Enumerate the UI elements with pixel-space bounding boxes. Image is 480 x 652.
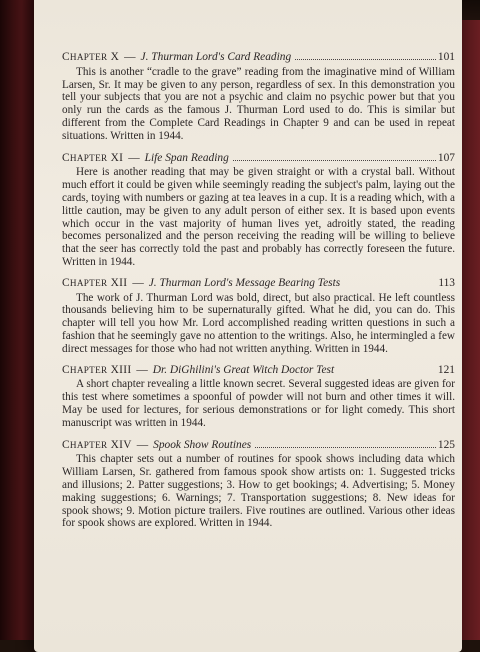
chapter-heading <box>62 50 455 64</box>
chapter-label: CHAPTER XIV <box>62 438 132 451</box>
chapter-title: J. Thurman Lord's Card Reading <box>140 51 292 63</box>
chapter-description: A short chapter revealing a little known secret. Several suggested ideas are given for this test where sometimes a spoonful of powder will not burn and other times it will. May be used for lectures, for serious demonstrations or for light comedy. This short manuscript was written in 1944. <box>62 378 455 429</box>
dot-leader <box>233 151 436 161</box>
chapter-heading <box>62 438 455 452</box>
toc-entry-chapter-10 <box>62 50 455 143</box>
toc-entry-chapter-11 <box>62 151 455 269</box>
dash-separator: — <box>136 438 149 451</box>
chapter-description: This chapter sets out a number of routines for spook shows including data which William Larsen, Sr. gathered from famous spook show artists on: 1. Suggested tricks and illusions; 2. Patter suggestions; 3. How to get bookings; 4. Advertising; 5. Money making suggestions; 6. Warnings; 7. Transportation suggestions; 8. New ideas for spook shows; 9. Motion picture trailers. Five routines are outlined. Various other ideas for spook shows are explored. Written in 1944. <box>62 453 455 530</box>
toc-entry-chapter-12 <box>62 277 455 356</box>
chapter-label: CHAPTER XIII <box>62 363 132 376</box>
chapter-description: Here is another reading that may be given straight or with a crystal ball. Without much effort it could be given while seemingly reading the subject's palm, laying out the cards, toying with numbers or gazing at tea leaves in a cup. It is a reading which, with a little caution, may be given to any adult person of either sex. It is based upon events which occur in the vast majority of human lives yet, adroitly stated, the reading becomes personalized and the person receiving the reading will be willing to believe that the seer has correctly told the past and probably has correctly foreseen the future. Written in 1944. <box>62 166 455 268</box>
dot-leader <box>295 50 436 60</box>
chapter-title: J. Thurman Lord's Message Bearing Tests <box>148 276 341 289</box>
chapter-description: The work of J. Thurman Lord was bold, direct, but also practical. He left countless thousands believing him to be supernaturally gifted. What he did, you can do. This chapter will tell you how Mr. Lord accomplished reading written questions in such a fashion that he seemingly gave no attention to the writings. Also, he intermingled a few direct messages for those who had not written anything. Written in 1944. <box>62 291 455 355</box>
dash-separator: — <box>128 151 140 164</box>
page-number: 125 <box>437 438 455 451</box>
chapter-title: Life Span Reading <box>144 151 229 164</box>
chapter-heading <box>62 364 455 377</box>
chapter-label: CHAPTER XII <box>62 276 128 289</box>
dot-leader <box>255 438 436 448</box>
dash-separator: — <box>124 51 136 63</box>
dot-leader <box>344 277 436 286</box>
toc-entry-chapter-13 <box>62 364 455 430</box>
dash-separator: — <box>132 276 144 289</box>
page-number: 121 <box>437 363 455 376</box>
dash-separator: — <box>136 363 148 376</box>
chapter-label: CHAPTER X <box>62 51 120 63</box>
page-number: 107 <box>437 151 455 164</box>
chapter-heading <box>62 151 455 165</box>
chapter-heading <box>62 277 455 290</box>
chapter-description: This is another “cradle to the grave” reading from the imaginative mind of William Larsen, Sr. It may be given to any person, regardless of sex. In this demonstration you tell your subjects that you are not a psychic and claim no psychic power but that you only run the cards as the famous J. Thurman Lord used to do. This is similar but different from the Complete Card Readings in Chapter 9 and can be used in repeat situations. Written in 1944. <box>62 65 455 142</box>
chapter-title: Spook Show Routines <box>153 438 252 451</box>
page-number: 101 <box>437 51 455 63</box>
dot-leader <box>338 364 436 373</box>
toc-column <box>62 50 455 538</box>
toc-entry-chapter-14 <box>62 438 455 531</box>
chapter-label: CHAPTER XI <box>62 151 124 164</box>
chapter-title: Dr. DiGhilini's Great Witch Doctor Test <box>152 363 335 376</box>
page-number: 113 <box>438 276 455 289</box>
